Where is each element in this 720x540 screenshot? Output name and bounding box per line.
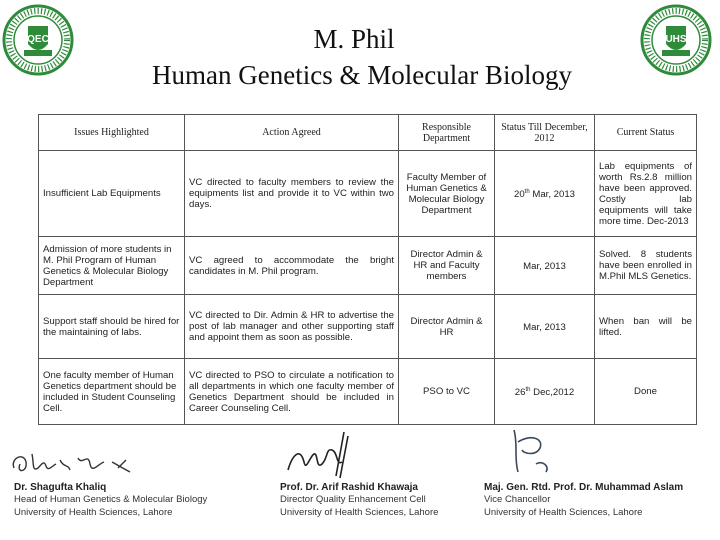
signatory-title: Vice Chancellor — [484, 494, 551, 505]
cell-action: VC directed to PSO to circulate a notification to all departments in which one faculty member of Genetics Department should be included in Career Counseling Cell. — [185, 359, 399, 425]
cell-department: Director Admin & HR and Faculty members — [399, 237, 495, 295]
signatory-khaliq — [14, 482, 207, 519]
signatory-institution: University of Health Sciences, Lahore — [280, 507, 439, 518]
table-row — [39, 237, 697, 295]
svg-text:QEC: QEC — [27, 34, 49, 45]
cell-department: Faculty Member of Human Genetics & Molecular Biology Department — [399, 151, 495, 237]
cell-action: VC directed to faculty members to review the equipments list and provide it to VC within two days. — [185, 151, 399, 237]
cell-issue: One faculty member of Human Genetics department should be included in Student Counseling Cell. — [39, 359, 185, 425]
page-title-line1: M. Phil — [313, 24, 395, 54]
cell-department: Director Admin & HR — [399, 295, 495, 359]
cell-current-status: Solved. 8 students have been enrolled in M.Phil MLS Genetics. — [595, 237, 697, 295]
cell-current-status: Done — [595, 359, 697, 425]
signatory-name: Dr. Shagufta Khaliq — [14, 482, 107, 493]
signatory-institution: University of Health Sciences, Lahore — [484, 507, 643, 518]
cell-date: 26th Dec,2012 — [495, 359, 595, 425]
signatory-khawaja — [280, 482, 438, 519]
page-title-line2: Human Genetics & Molecular Biology — [152, 60, 572, 90]
signatory-title: Director Quality Enhancement Cell — [280, 494, 426, 505]
signature-khawaja-icon — [282, 426, 362, 484]
signatory-name: Prof. Dr. Arif Rashid Khawaja — [280, 482, 418, 493]
cell-current-status: Lab equipments of worth Rs.2.8 million have been approved. Costly lab equipments will take more time. Dec-2013 — [595, 151, 697, 237]
signatory-title: Head of Human Genetics & Molecular Biology — [14, 494, 208, 505]
table-row — [39, 151, 697, 237]
cell-date: Mar, 2013 — [495, 295, 595, 359]
cell-issue: Insufficient Lab Equipments — [39, 151, 185, 237]
signature-khaliq-icon — [8, 444, 138, 484]
header-department: Responsible Department — [399, 115, 495, 151]
header-action: Action Agreed — [185, 115, 399, 151]
table-row — [39, 359, 697, 425]
header-status-till: Status Till December, 2012 — [495, 115, 595, 151]
cell-issue: Support staff should be hired for the maintaining of labs. — [39, 295, 185, 359]
svg-text:UHS: UHS — [665, 34, 687, 45]
signatory-aslam — [484, 482, 683, 519]
issues-table — [38, 114, 697, 425]
cell-date: 20th Mar, 2013 — [495, 151, 595, 237]
table-row — [39, 295, 697, 359]
cell-issue: Admission of more students in M. Phil Program of Human Genetics & Molecular Biology Department — [39, 237, 185, 295]
cell-action: VC agreed to accommodate the bright candidates in M. Phil program. — [185, 237, 399, 295]
cell-date: Mar, 2013 — [495, 237, 595, 295]
signatory-name: Maj. Gen. Rtd. Prof. Dr. Muhammad Aslam — [484, 482, 684, 493]
cell-department: PSO to VC — [399, 359, 495, 425]
signature-aslam-icon — [500, 424, 570, 482]
cell-action: VC directed to Dir. Admin & HR to advertise the post of lab manager and other supporting staff and appoint them as soon as possible. — [185, 295, 399, 359]
cell-current-status: When ban will be lifted. — [595, 295, 697, 359]
signatory-institution: University of Health Sciences, Lahore — [14, 507, 173, 518]
table-header-row — [39, 115, 697, 151]
header-issues: Issues Highlighted — [39, 115, 185, 151]
header-current-status: Current Status — [595, 115, 697, 151]
